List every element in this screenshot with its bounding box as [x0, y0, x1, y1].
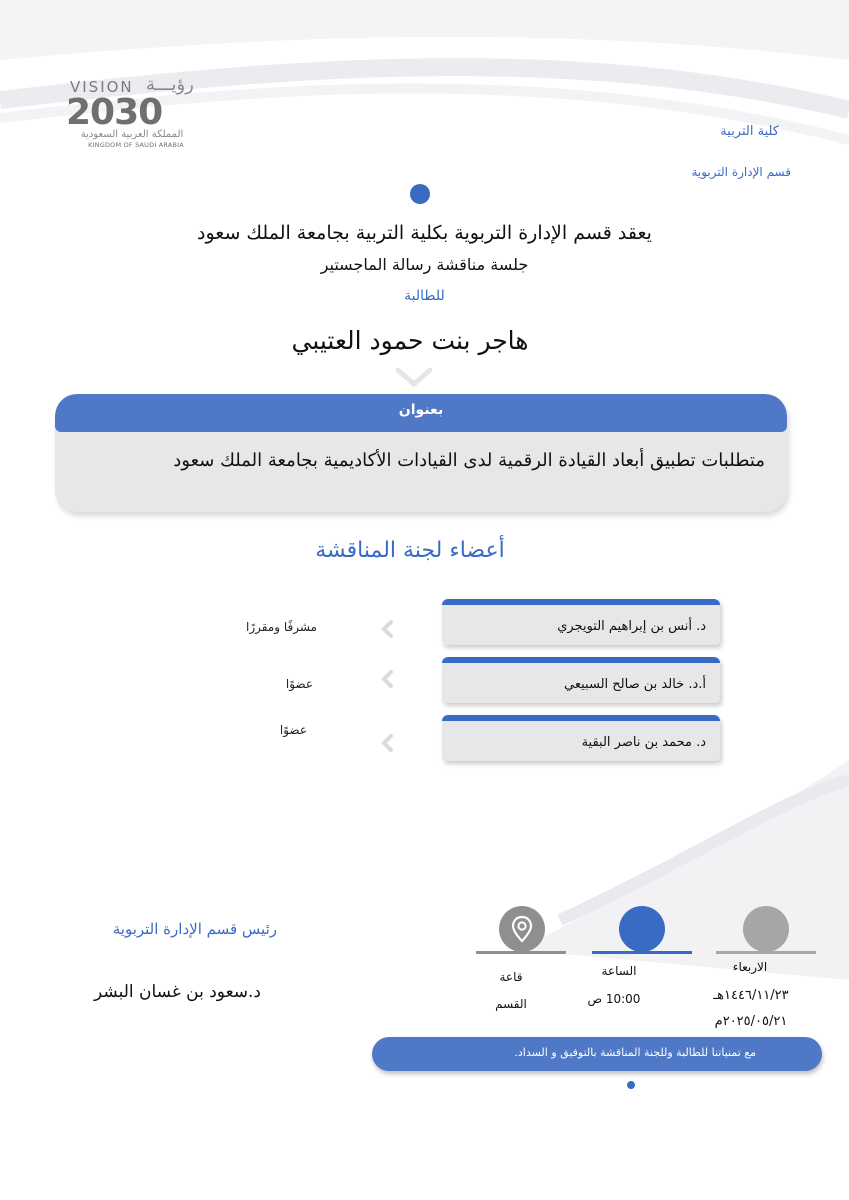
logo-kingdom-ar: المملكة العربية السعودية: [80, 129, 184, 140]
announcement-line3: للطالبة: [404, 288, 445, 304]
chevron-down-icon: [396, 368, 432, 388]
closing-wish: مع تمنياتنا للطالبة وللجنة المناقشة بالتوفيق و السداد.: [514, 1046, 756, 1059]
thesis-title-box: [55, 394, 787, 512]
college-name: كلية التربية: [720, 124, 779, 139]
committee-member-card: [442, 657, 720, 703]
decorative-dot: [410, 184, 430, 204]
student-name: هاجر بنت حمود العتيبي: [291, 326, 529, 355]
member-name: د. محمد بن ناصر البقية: [581, 735, 706, 750]
committee-heading: أعضاء لجنة المناقشة: [315, 538, 505, 563]
thesis-title: متطلبات تطبيق أبعاد القيادة الرقمية لدى القيادات الأكاديمية بجامعة الملك سعود: [173, 450, 765, 471]
event-day: الاربعاء: [732, 960, 768, 974]
member-role: مشرفًا ومقررًا: [245, 620, 317, 634]
time-underline: [592, 951, 692, 954]
event-date-hijri: ١٤٤٦/١١/٢٣هـ: [713, 988, 789, 1003]
logo-kingdom-en: KINGDOM OF SAUDI ARABIA: [88, 141, 184, 149]
time-label: الساعة: [601, 964, 637, 978]
department-name: قسم الإدارة التربوية: [691, 165, 791, 179]
logo-vision-en: VISION: [70, 78, 134, 96]
committee-member-card: [442, 599, 720, 645]
closing-banner: [372, 1037, 822, 1071]
decorative-dot-small: [627, 1081, 635, 1089]
department-head-title: رئيس قسم الإدارة التربوية: [112, 920, 277, 938]
location-underline: [476, 951, 566, 954]
committee-member-card: [442, 715, 720, 761]
member-role: عضوًا: [285, 677, 313, 691]
chevron-left-icon: [380, 734, 394, 752]
place-line1: قاعة: [499, 970, 523, 984]
vision-2030-logo: [66, 74, 206, 150]
member-name: د. أنس بن إبراهيم التويجري: [557, 619, 706, 634]
location-pin-icon: [499, 906, 545, 952]
date-circle-icon: [743, 906, 789, 952]
chevron-left-icon: [380, 670, 394, 688]
announcement-line2: جلسة مناقشة رسالة الماجستير: [320, 255, 529, 274]
date-underline: [716, 951, 816, 954]
member-role: عضوًا: [279, 723, 307, 737]
announcement-line1: يعقد قسم الإدارة التربوية بكلية التربية بجامعة الملك سعود: [197, 222, 652, 244]
logo-year: 2030: [66, 92, 163, 133]
thesis-label: بعنوان: [398, 402, 444, 418]
chevron-left-icon: [380, 620, 394, 638]
event-date-gregorian: ٢٠٢٥/٠٥/٢١م: [714, 1014, 788, 1029]
department-head-name: د.سعود بن غسان البشر: [94, 982, 261, 1002]
member-name: أ.د. خالد بن صالح السبيعي: [564, 677, 706, 692]
time-circle-icon: [619, 906, 665, 952]
time-value: 10:00 ص: [587, 992, 641, 1006]
logo-vision-ar: رؤيـــة: [146, 74, 194, 95]
place-line2: القسم: [495, 997, 527, 1011]
location-circle: [499, 906, 545, 952]
